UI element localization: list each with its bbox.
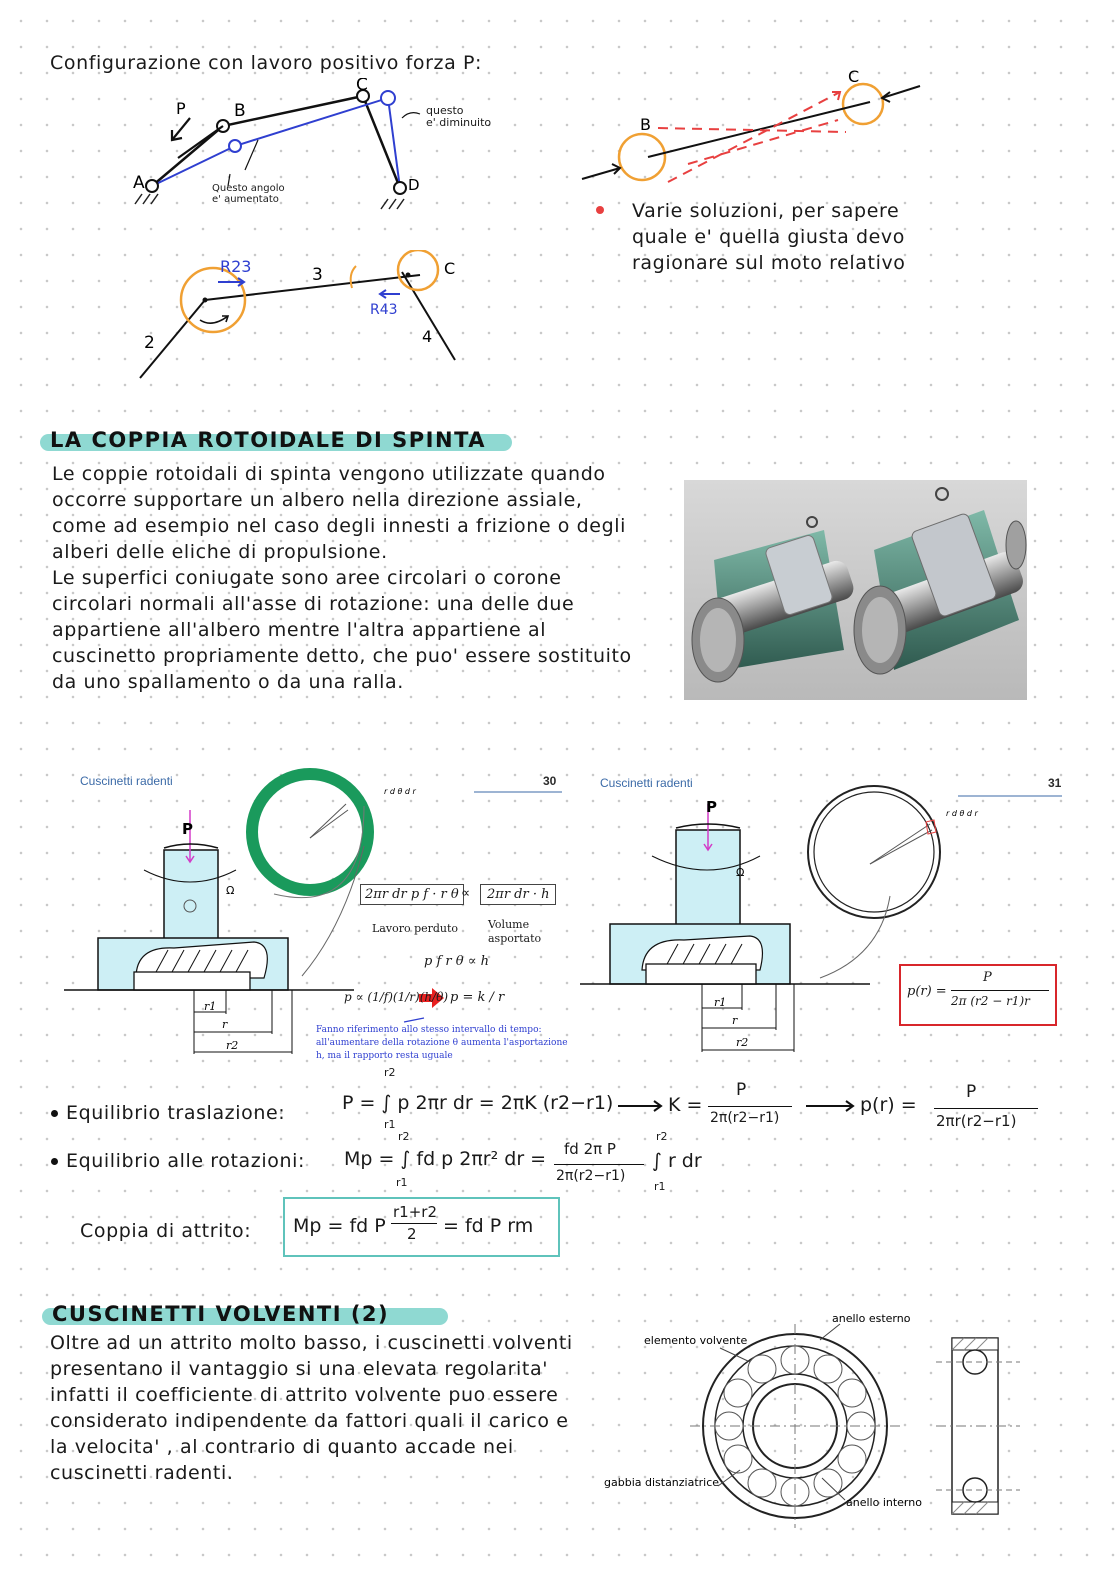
- k-eq-bar: [708, 1106, 792, 1107]
- slide31-label-r2: r2: [736, 1036, 749, 1049]
- slide31-title: Cuscinetti radenti: [600, 776, 693, 790]
- slide30-label-r: r: [222, 1018, 228, 1031]
- pr-den: 2πr(r2−r1): [936, 1112, 1017, 1130]
- formula-pfr: p f r θ ∝ h: [424, 954, 490, 969]
- slide31-label-rdthetadr: r d θ d r: [946, 809, 978, 818]
- slide-30-diagram: [64, 766, 576, 1066]
- bullet: [51, 1110, 58, 1117]
- slide30-label-r1: r1: [204, 1000, 217, 1013]
- lim-bot-1: r1: [384, 1118, 396, 1131]
- slide30-label-P: P: [182, 820, 193, 838]
- thrust-bearing-image: [684, 480, 1027, 700]
- section1-heading: [50, 428, 486, 452]
- k-eq-lhs: K =: [668, 1094, 703, 1116]
- slide30-label-omega: Ω: [226, 884, 235, 897]
- attrito-den: 2: [407, 1225, 417, 1243]
- label-A: A: [133, 173, 145, 193]
- slide30-number: 30: [543, 774, 557, 788]
- label-R43: R43: [370, 302, 398, 318]
- pr-lhs: p(r) =: [860, 1094, 917, 1116]
- attrito-label: Coppia di attrito:: [80, 1220, 252, 1242]
- rot-bar: [554, 1164, 644, 1165]
- slide31-boxed-formula: [899, 964, 1057, 1026]
- section2-paragraph: Oltre ad un attrito molto basso, i cuscinetti volventi presentano il vantaggio si una elevata regolarita' infatti il coefficiente di attrito volvente puo essere considerato indipendente da fattori quali il carico e la velocita' , al contrario di quanto accade nei cuscinetti radenti.: [50, 1332, 573, 1484]
- label-3: 3: [312, 265, 323, 285]
- traslazione-label: Equilibrio traslazione:: [66, 1102, 286, 1124]
- rot-tail: ∫ r dr: [652, 1150, 702, 1172]
- label-volume-asportato: Volume asportato: [488, 918, 542, 945]
- sketch-note: Varie soluzioni, per sapere quale e' quella giusta devo ragionare sul moto relativo: [632, 200, 906, 274]
- label-R23: R23: [220, 257, 252, 276]
- traslazione-equation: P = ∫ p 2πr dr = 2πK (r2−r1): [342, 1092, 614, 1114]
- rotazioni-equation: Mp = ∫ fd p 2πr² dr =: [344, 1148, 547, 1170]
- bullet: [51, 1158, 58, 1165]
- pr-bar: [934, 1108, 1038, 1109]
- section2-heading: [52, 1302, 389, 1326]
- label-2: 2: [144, 333, 155, 353]
- ball-bearing-diagram: [600, 1310, 1040, 1540]
- slide31-label-omega: Ω: [736, 866, 745, 879]
- intro-title: Configurazione con lavoro positivo forza P:: [50, 52, 483, 74]
- formula-lavoro: 2πr dr p f · r θ: [360, 884, 464, 905]
- attrito-eq-lhs: Mp = fd P: [293, 1215, 386, 1237]
- attrito-eq-rhs: = fd P rm: [443, 1215, 534, 1237]
- slide31-label-r: r: [732, 1014, 738, 1027]
- rotazioni-label: Equilibrio alle rotazioni:: [66, 1150, 305, 1172]
- k-eq-num: P: [736, 1080, 747, 1100]
- label-B3: B: [640, 115, 651, 134]
- section2-heading-text: CUSCINETTI VOLVENTI (2): [52, 1302, 390, 1326]
- lim-bot-3: r1: [654, 1180, 666, 1193]
- lim-top-3: r2: [656, 1130, 668, 1143]
- label-cage: gabbia distanziatrice: [604, 1476, 720, 1489]
- section1-paragraph1: Le coppie rotoidali di spinta vengono utilizzate quando occorre supportare un albero nella direzione assiale, come ad esempio nel caso degli innesti a frizione o degli alberi delle eliche di propulsione.: [52, 463, 627, 563]
- label-P: P: [176, 99, 186, 118]
- section1-paragraph2: Le superfici coniugate sono aree circolari o corone circolari normali all'asse di rotazione: una delle due appartiene all'albero mentre l'altra appartiene al cuscinetto propriamente detto, che puo' essere sostituito da uno spallamento o da una ralla.: [52, 567, 632, 693]
- label-inner-ring: anello interno: [846, 1496, 922, 1509]
- lim-bot-2: r1: [396, 1176, 408, 1189]
- label-D: D: [408, 176, 420, 194]
- arrow-1: [616, 1096, 666, 1116]
- formula-p-propto: p ∝ (1/f)(1/r)(h/θ): [344, 990, 449, 1004]
- slide31-label-P: P: [706, 798, 717, 816]
- boxed-formula-den: 2π (r2 − r1)r: [951, 994, 1030, 1008]
- label-C3: C: [848, 67, 860, 86]
- note-angle-increased: Questo angolo e' aumentato: [212, 183, 285, 205]
- slide30-label-r2: r2: [226, 1039, 239, 1052]
- slide31-number: 31: [1048, 776, 1062, 790]
- k-eq-den: 2π(r2−r1): [710, 1110, 780, 1126]
- note-angle-diminished: questo e' diminuito: [426, 104, 492, 129]
- rot-den: 2π(r2−r1): [556, 1168, 626, 1184]
- rot-num: fd 2π P: [564, 1140, 616, 1158]
- linkage-sketch: [120, 78, 520, 218]
- attrito-bar: [391, 1223, 437, 1224]
- label-outer-ring: anello esterno: [832, 1312, 911, 1325]
- lim-top-1: r2: [384, 1066, 396, 1079]
- attrito-num: r1+r2: [393, 1203, 437, 1221]
- pr-num: P: [966, 1082, 977, 1102]
- slide31-label-r1: r1: [714, 996, 727, 1009]
- label-4: 4: [422, 327, 433, 346]
- boxed-formula-bar: [951, 990, 1049, 991]
- label-C2: C: [444, 259, 456, 278]
- label-C: C: [356, 78, 368, 95]
- formula-p-k-r: p = k / r: [450, 990, 505, 1005]
- label-rolling-element: elemento volvente: [644, 1334, 748, 1347]
- slide30-note: Fanno riferimento allo stesso intervallo di tempo: all'aumentare della rotazione θ aumenta l'asportazione h, ma il rapporto resta uguale: [316, 1025, 568, 1061]
- lim-top-2: r2: [398, 1130, 410, 1143]
- boxed-formula-lhs: p(r) =: [907, 984, 947, 999]
- slide30-title: Cuscinetti radenti: [80, 774, 173, 788]
- label-lavoro-perduto: Lavoro perduto: [372, 922, 459, 935]
- propto-sign: ∝: [461, 886, 471, 901]
- label-B: B: [234, 101, 246, 121]
- link-sketch: [130, 250, 470, 385]
- formula-volume: 2πr dr · h: [480, 884, 556, 905]
- bullet-dot: [596, 206, 604, 214]
- slide30-label-rdthetadr: r d θ d r: [384, 787, 416, 796]
- force-sketch: [578, 64, 928, 194]
- attrito-box: [283, 1197, 560, 1257]
- boxed-formula-num: P: [983, 970, 992, 985]
- arrow-2: [804, 1096, 858, 1116]
- section1-heading-text: LA COPPIA ROTOIDALE DI SPINTA: [50, 428, 487, 452]
